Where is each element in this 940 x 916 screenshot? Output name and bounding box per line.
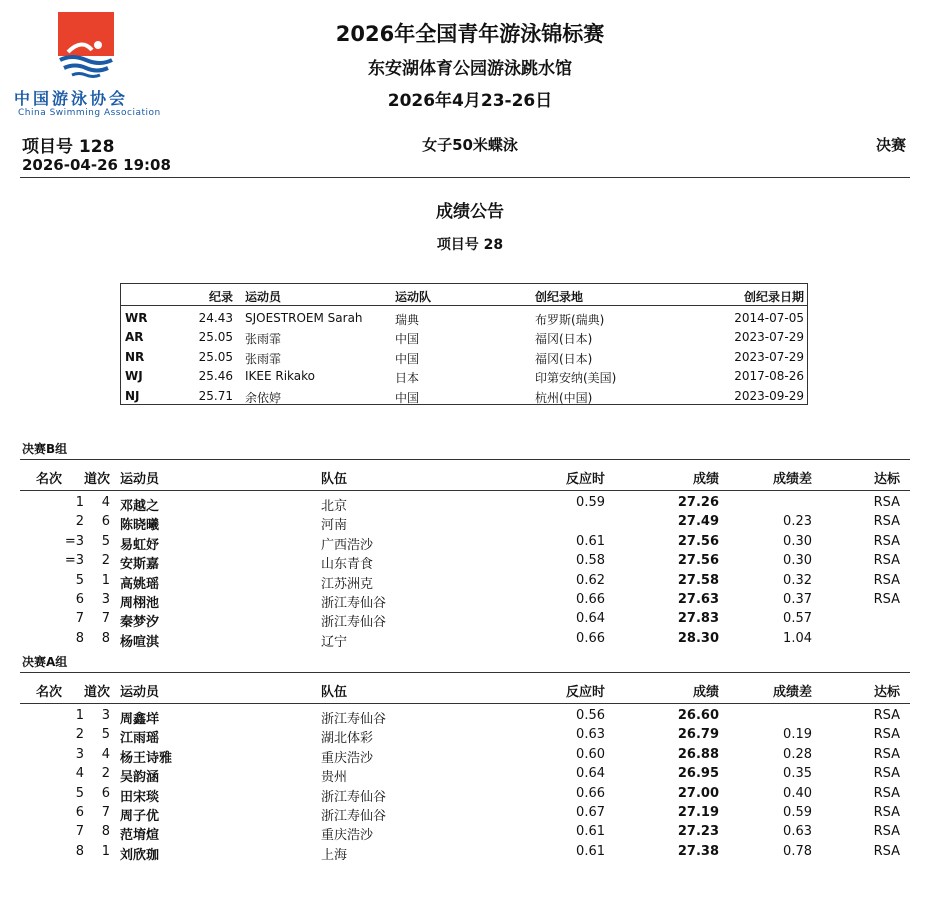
qual-cell: RSA bbox=[873, 843, 900, 859]
team-cell: 浙江寿仙谷 bbox=[321, 712, 387, 727]
rank-cell: 6 bbox=[75, 805, 84, 820]
table-row bbox=[20, 744, 910, 766]
athlete-cell: 周栩池 bbox=[120, 596, 160, 611]
record-time: 24.43 bbox=[198, 311, 233, 325]
group-a-label: 决赛A组 bbox=[22, 655, 68, 669]
record-code: WR bbox=[125, 311, 148, 325]
rank-cell: 1 bbox=[75, 495, 84, 510]
time-cell: 26.88 bbox=[677, 746, 719, 762]
group-b-header-row bbox=[20, 459, 910, 491]
team-cell: 浙江寿仙谷 bbox=[321, 596, 387, 611]
col-time: 成绩 bbox=[692, 472, 719, 487]
athlete-cell: 吴韵涵 bbox=[120, 770, 160, 786]
record-athlete: 张雨霏 bbox=[245, 351, 282, 366]
time-cell: 28.30 bbox=[677, 630, 719, 646]
diff-cell: 0.59 bbox=[783, 805, 812, 820]
records-header-date: 创纪录日期 bbox=[743, 290, 804, 304]
qual-cell: RSA bbox=[873, 592, 900, 607]
reaction-cell: 0.56 bbox=[576, 708, 605, 723]
athlete-cell: 安斯嘉 bbox=[120, 557, 160, 573]
lane-cell: 1 bbox=[101, 572, 110, 588]
records-header-team: 运动队 bbox=[395, 290, 432, 304]
reaction-cell: 0.64 bbox=[576, 766, 605, 782]
record-athlete: SJOESTROEM Sarah bbox=[245, 311, 363, 325]
time-cell: 27.23 bbox=[677, 824, 719, 840]
logo-name-cn: 中国游泳协会 bbox=[14, 89, 129, 108]
time-cell: 27.49 bbox=[677, 514, 719, 530]
time-cell: 26.60 bbox=[677, 708, 719, 723]
reaction-cell: 0.59 bbox=[576, 495, 605, 510]
qual-cell: RSA bbox=[873, 824, 900, 840]
lane-cell: 4 bbox=[101, 746, 110, 762]
team-cell: 重庆浩沙 bbox=[321, 750, 374, 766]
lane-cell: 5 bbox=[101, 533, 110, 549]
qual-cell: RSA bbox=[873, 785, 900, 801]
col-team: 队伍 bbox=[321, 472, 348, 487]
team-cell: 浙江寿仙谷 bbox=[321, 789, 387, 805]
team-cell: 浙江寿仙谷 bbox=[321, 615, 387, 631]
lane-cell: 8 bbox=[101, 630, 110, 646]
lane-cell: 2 bbox=[101, 553, 110, 569]
qual-cell: RSA bbox=[873, 708, 900, 723]
results-title: 成绩公告 bbox=[436, 202, 504, 222]
qual-cell: RSA bbox=[873, 572, 900, 588]
record-team: 中国 bbox=[395, 332, 420, 347]
diff-cell: 0.57 bbox=[783, 611, 812, 627]
lane-cell: 1 bbox=[101, 843, 110, 859]
records-header-athlete: 运动员 bbox=[245, 290, 282, 304]
athlete-cell: 易虹妤 bbox=[120, 537, 160, 553]
record-date: 2014-07-05 bbox=[734, 311, 804, 325]
rank-cell: =3 bbox=[64, 533, 84, 549]
record-location: 杭州(中国) bbox=[535, 390, 593, 405]
record-location: 福冈(日本) bbox=[535, 351, 593, 366]
team-cell: 浙江寿仙谷 bbox=[321, 809, 387, 824]
qual-cell: RSA bbox=[873, 727, 900, 743]
record-team: 中国 bbox=[395, 351, 420, 366]
record-time: 25.46 bbox=[198, 369, 233, 384]
record-date: 2023-07-29 bbox=[734, 330, 804, 345]
athlete-cell: 田宋琰 bbox=[120, 789, 160, 805]
col-reaction: 反应时 bbox=[565, 685, 605, 700]
rank-cell: 8 bbox=[75, 630, 84, 646]
col-reaction: 反应时 bbox=[565, 472, 605, 487]
athlete-cell: 周鑫垟 bbox=[120, 712, 160, 727]
record-code: NJ bbox=[125, 388, 140, 403]
table-row bbox=[20, 589, 910, 611]
qual-cell: RSA bbox=[873, 495, 900, 510]
record-row bbox=[121, 346, 807, 365]
col-time: 成绩 bbox=[692, 685, 719, 700]
event-name: 女子50米蝶泳 bbox=[422, 136, 518, 154]
rank-cell: 5 bbox=[75, 785, 84, 801]
col-lane: 道次 bbox=[84, 685, 111, 700]
rank-cell: 2 bbox=[75, 727, 84, 743]
table-row bbox=[20, 608, 910, 631]
records-header-location: 创纪录地 bbox=[535, 290, 584, 304]
lane-cell: 6 bbox=[101, 785, 110, 801]
diff-cell: 0.30 bbox=[783, 553, 812, 569]
group-b-label: 决赛B组 bbox=[22, 442, 68, 456]
col-rank: 名次 bbox=[36, 685, 63, 700]
record-team: 瑞典 bbox=[395, 313, 420, 327]
col-diff: 成绩差 bbox=[772, 685, 812, 700]
event-datetime: 2026-04-26 19:08 bbox=[22, 156, 171, 174]
athlete-cell: 范堉煊 bbox=[120, 828, 160, 844]
event-stage: 决赛 bbox=[875, 136, 906, 154]
table-row bbox=[20, 821, 910, 844]
time-cell: 26.79 bbox=[677, 727, 719, 743]
time-cell: 27.56 bbox=[677, 533, 719, 549]
table-row bbox=[20, 531, 910, 553]
group-a-header-row bbox=[20, 672, 910, 704]
qual-cell: RSA bbox=[873, 533, 900, 549]
athlete-cell: 杨王诗雅 bbox=[120, 750, 173, 766]
team-cell: 辽宁 bbox=[321, 634, 348, 650]
rank-cell: 7 bbox=[75, 611, 84, 627]
qual-cell: RSA bbox=[873, 805, 900, 820]
time-cell: 27.00 bbox=[677, 785, 719, 801]
athlete-cell: 杨喧淇 bbox=[120, 634, 160, 650]
rank-cell: 7 bbox=[75, 824, 84, 840]
team-cell: 江苏洲克 bbox=[321, 576, 374, 592]
reaction-cell: 0.66 bbox=[576, 630, 605, 646]
lane-cell: 8 bbox=[101, 824, 110, 840]
col-athlete: 运动员 bbox=[120, 472, 160, 487]
record-team: 中国 bbox=[395, 390, 420, 405]
athlete-cell: 陈晓曦 bbox=[120, 518, 160, 534]
diff-cell: 0.40 bbox=[783, 785, 812, 801]
record-location: 福冈(日本) bbox=[535, 332, 593, 347]
record-code: AR bbox=[125, 330, 144, 345]
qual-cell: RSA bbox=[873, 514, 900, 530]
reaction-cell: 0.58 bbox=[576, 553, 605, 569]
table-row bbox=[20, 492, 910, 514]
athlete-cell: 江雨瑶 bbox=[120, 731, 160, 747]
rank-cell: 1 bbox=[75, 708, 84, 723]
header-divider bbox=[20, 177, 910, 178]
table-row bbox=[20, 705, 910, 727]
time-cell: 27.19 bbox=[677, 805, 719, 820]
rank-cell: 4 bbox=[75, 766, 84, 782]
time-cell: 27.63 bbox=[677, 592, 719, 607]
rank-cell: 6 bbox=[75, 592, 84, 607]
records-table bbox=[120, 283, 808, 405]
record-date: 2017-08-26 bbox=[734, 369, 804, 384]
qual-cell: RSA bbox=[873, 746, 900, 762]
record-row bbox=[121, 365, 807, 384]
athlete-cell: 高姚瑶 bbox=[120, 576, 160, 592]
col-lane: 道次 bbox=[84, 472, 111, 487]
diff-cell: 0.23 bbox=[783, 514, 812, 530]
col-diff: 成绩差 bbox=[772, 472, 812, 487]
table-row bbox=[20, 763, 910, 786]
athlete-cell: 刘欣珈 bbox=[120, 847, 160, 863]
team-cell: 重庆浩沙 bbox=[321, 828, 374, 844]
reaction-cell: 0.62 bbox=[576, 572, 605, 588]
lane-cell: 5 bbox=[101, 727, 110, 743]
reaction-cell: 0.61 bbox=[576, 533, 605, 549]
team-cell: 山东青食 bbox=[321, 557, 374, 573]
record-code: NR bbox=[125, 349, 145, 364]
rank-cell: =3 bbox=[64, 553, 84, 569]
reaction-cell: 0.63 bbox=[576, 727, 605, 743]
table-row bbox=[20, 783, 910, 805]
team-cell: 湖北体彩 bbox=[321, 731, 374, 747]
lane-cell: 3 bbox=[101, 592, 110, 607]
team-cell: 北京 bbox=[321, 499, 348, 514]
qual-cell: RSA bbox=[873, 766, 900, 782]
lane-cell: 3 bbox=[101, 708, 110, 723]
rank-cell: 2 bbox=[75, 514, 84, 530]
competition-title: 2026年全国青年游泳锦标赛 bbox=[335, 22, 605, 46]
time-cell: 27.38 bbox=[677, 843, 719, 859]
table-row bbox=[20, 841, 910, 863]
record-code: WJ bbox=[125, 369, 143, 384]
results-subtitle: 项目号 28 bbox=[436, 237, 504, 253]
team-cell: 贵州 bbox=[321, 770, 348, 786]
athlete-cell: 邓越之 bbox=[120, 499, 160, 514]
record-row bbox=[121, 385, 807, 404]
col-team: 队伍 bbox=[321, 685, 348, 700]
record-time: 25.71 bbox=[198, 388, 233, 403]
venue-title: 东安湖体育公园游泳跳水馆 bbox=[368, 59, 572, 79]
time-cell: 27.26 bbox=[677, 495, 719, 510]
record-location: 印第安纳(美国) bbox=[535, 371, 617, 386]
dates-title: 2026年4月23-26日 bbox=[387, 91, 553, 111]
diff-cell: 0.63 bbox=[783, 824, 812, 840]
record-time: 25.05 bbox=[198, 330, 233, 345]
table-row bbox=[20, 570, 910, 592]
diff-cell: 0.28 bbox=[783, 746, 812, 762]
record-date: 2023-09-29 bbox=[734, 388, 804, 403]
reaction-cell: 0.61 bbox=[576, 843, 605, 859]
diff-cell: 0.35 bbox=[783, 766, 812, 782]
lane-cell: 4 bbox=[101, 495, 110, 510]
lane-cell: 7 bbox=[101, 805, 110, 820]
table-row bbox=[20, 802, 910, 824]
table-row bbox=[20, 628, 910, 650]
logo-name-en: China Swimming Association bbox=[18, 108, 161, 118]
lane-cell: 2 bbox=[101, 766, 110, 782]
records-header-time: 纪录 bbox=[208, 290, 233, 304]
time-cell: 27.56 bbox=[677, 553, 719, 569]
table-row bbox=[20, 550, 910, 573]
diff-cell: 0.37 bbox=[783, 592, 812, 607]
records-header-row bbox=[121, 284, 807, 306]
record-team: 日本 bbox=[395, 371, 420, 386]
col-athlete: 运动员 bbox=[120, 685, 160, 700]
time-cell: 27.83 bbox=[677, 611, 719, 627]
diff-cell: 0.32 bbox=[783, 572, 812, 588]
record-row bbox=[121, 326, 807, 345]
rank-cell: 5 bbox=[75, 572, 84, 588]
record-date: 2023-07-29 bbox=[734, 349, 804, 364]
table-row bbox=[20, 724, 910, 747]
record-athlete: 张雨霏 bbox=[245, 332, 282, 347]
team-cell: 河南 bbox=[321, 518, 348, 534]
reaction-cell: 0.66 bbox=[576, 785, 605, 801]
reaction-cell: 0.64 bbox=[576, 611, 605, 627]
diff-cell: 1.04 bbox=[783, 630, 812, 646]
time-cell: 26.95 bbox=[677, 766, 719, 782]
record-athlete: IKEE Rikako bbox=[245, 369, 316, 384]
lane-cell: 6 bbox=[101, 514, 110, 530]
diff-cell: 0.30 bbox=[783, 533, 812, 549]
athlete-cell: 周子优 bbox=[120, 809, 160, 824]
reaction-cell: 0.66 bbox=[576, 592, 605, 607]
record-location: 布罗斯(瑞典) bbox=[535, 313, 605, 327]
diff-cell: 0.19 bbox=[783, 727, 812, 743]
team-cell: 广西浩沙 bbox=[321, 537, 374, 553]
event-number: 项目号 128 bbox=[22, 137, 115, 157]
team-cell: 上海 bbox=[321, 847, 348, 863]
rank-cell: 3 bbox=[75, 746, 84, 762]
table-row bbox=[20, 511, 910, 534]
reaction-cell: 0.60 bbox=[576, 746, 605, 762]
athlete-cell: 秦梦汐 bbox=[120, 615, 160, 631]
record-time: 25.05 bbox=[198, 349, 233, 364]
col-qual: 达标 bbox=[873, 685, 900, 700]
reaction-cell: 0.67 bbox=[576, 805, 605, 820]
lane-cell: 7 bbox=[101, 611, 110, 627]
qual-cell: RSA bbox=[873, 553, 900, 569]
record-row bbox=[121, 307, 807, 326]
diff-cell: 0.78 bbox=[783, 843, 812, 859]
time-cell: 27.58 bbox=[677, 572, 719, 588]
col-qual: 达标 bbox=[873, 472, 900, 487]
record-athlete: 余依婷 bbox=[245, 390, 282, 405]
col-rank: 名次 bbox=[36, 472, 63, 487]
rank-cell: 8 bbox=[75, 843, 84, 859]
reaction-cell: 0.61 bbox=[576, 824, 605, 840]
